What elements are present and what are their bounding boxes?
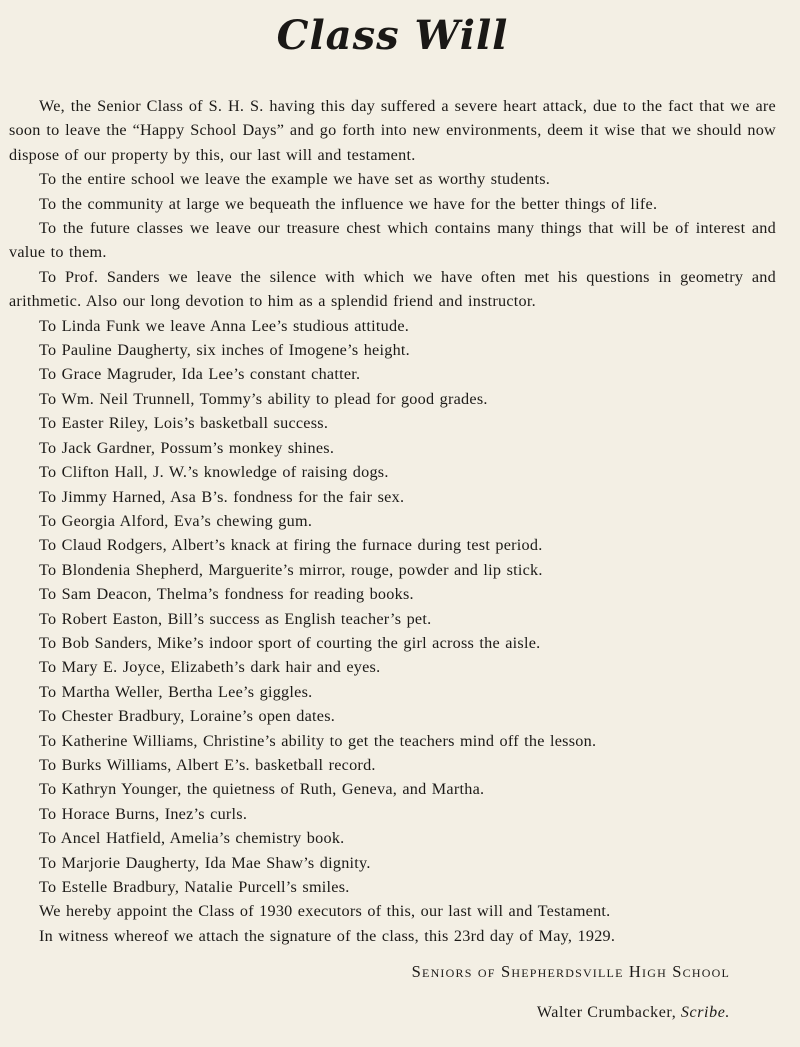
bequest-line: To Grace Magruder, Ida Lee’s constant chatter.: [39, 365, 361, 384]
will-body: [9, 94, 776, 948]
scribe-role: Scribe.: [680, 1004, 730, 1022]
bequest-line: To Marjorie Daugherty, Ida Mae Shaw’s dignity.: [39, 853, 371, 872]
bequest-line: To Chester Bradbury, Loraine’s open dates.: [39, 707, 336, 726]
bequest-line: To Ancel Hatfield, Amelia’s chemistry book.: [39, 829, 345, 848]
bequest-line: To Estelle Bradbury, Natalie Purcell’s smiles.: [39, 878, 350, 896]
bequest-line: To Easter Riley, Lois’s basketball success.: [39, 414, 329, 433]
bequest-line: To Mary E. Joyce, Elizabeth’s dark hair and eyes.: [39, 658, 381, 677]
seniors-signature: Seniors of Shepherdsville High School: [411, 962, 730, 982]
bequest-line: To Bob Sanders, Mike’s indoor sport of courting the girl across the aisle.: [39, 633, 541, 652]
bequest-line: To Robert Easton, Bill’s success as English teacher’s pet.: [39, 609, 432, 628]
paragraph-preamble: We, the Senior Class of S. H. S. having this day suffered a severe heart attack, due to the fact that we are soon to leave the “Happy School Days” and go forth into new environments, deem it wise that we should now dispose of our property by this, our last will and testament.: [9, 97, 776, 164]
paragraph-community: To the community at large we bequeath the influence we have for the better things of life.: [39, 194, 658, 213]
bequest-line: To Clifton Hall, J. W.’s knowledge of raising dogs.: [39, 463, 389, 482]
bequest-line: To Martha Weller, Bertha Lee’s giggles.: [39, 682, 313, 701]
scribe-name: Walter Crumbacker,: [536, 1004, 677, 1022]
bequest-line: To Georgia Alford, Eva’s chewing gum.: [39, 511, 313, 530]
bequest-line: To Wm. Neil Trunnell, Tommy’s ability to plead for good grades.: [39, 389, 488, 408]
bequest-line: To Burks Williams, Albert E’s. basketball record.: [39, 755, 376, 774]
bequest-line: To Sam Deacon, Thelma’s fondness for reading books.: [39, 585, 414, 604]
bequest-line: To Katherine Williams, Christine’s ability to get the teachers mind off the lesson.: [39, 731, 597, 750]
paragraph-school: To the entire school we leave the example we have set as worthy students.: [39, 170, 551, 189]
scribe-signature: [9, 1004, 776, 1022]
witness-line: In witness whereof we attach the signature of the class, this 23rd day of May, 1929.: [39, 926, 616, 945]
page-title: Class Will: [276, 12, 509, 59]
executors-line: We hereby appoint the Class of 1930 executors of this, our last will and Testament.: [39, 902, 611, 921]
bequest-line: To Kathryn Younger, the quietness of Ruth, Geneva, and Martha.: [39, 780, 485, 799]
signature-block: [9, 962, 776, 1022]
bequest-line: To Jack Gardner, Possum’s monkey shines.: [39, 438, 335, 457]
paragraph-future-classes: To the future classes we leave our treasure chest which contains many things that will be of interest and value to them.: [9, 219, 776, 262]
bequest-line: To Linda Funk we leave Anna Lee’s studious attitude.: [39, 316, 410, 335]
bequest-line: To Blondenia Shepherd, Marguerite’s mirror, rouge, powder and lip stick.: [39, 560, 543, 579]
bequest-line: To Claud Rodgers, Albert’s knack at firing the furnace during test period.: [39, 536, 543, 555]
bequest-line: To Jimmy Harned, Asa B’s. fondness for the fair sex.: [39, 487, 405, 506]
bequest-line: To Pauline Daugherty, six inches of Imogene’s height.: [39, 341, 410, 360]
bequest-line: To Horace Burns, Inez’s curls.: [39, 804, 248, 823]
paragraph-prof-sanders: To Prof. Sanders we leave the silence with which we have often met his questions in geometry and arithmetic. Also our long devotion to him as a splendid friend and instructor.: [9, 267, 776, 311]
